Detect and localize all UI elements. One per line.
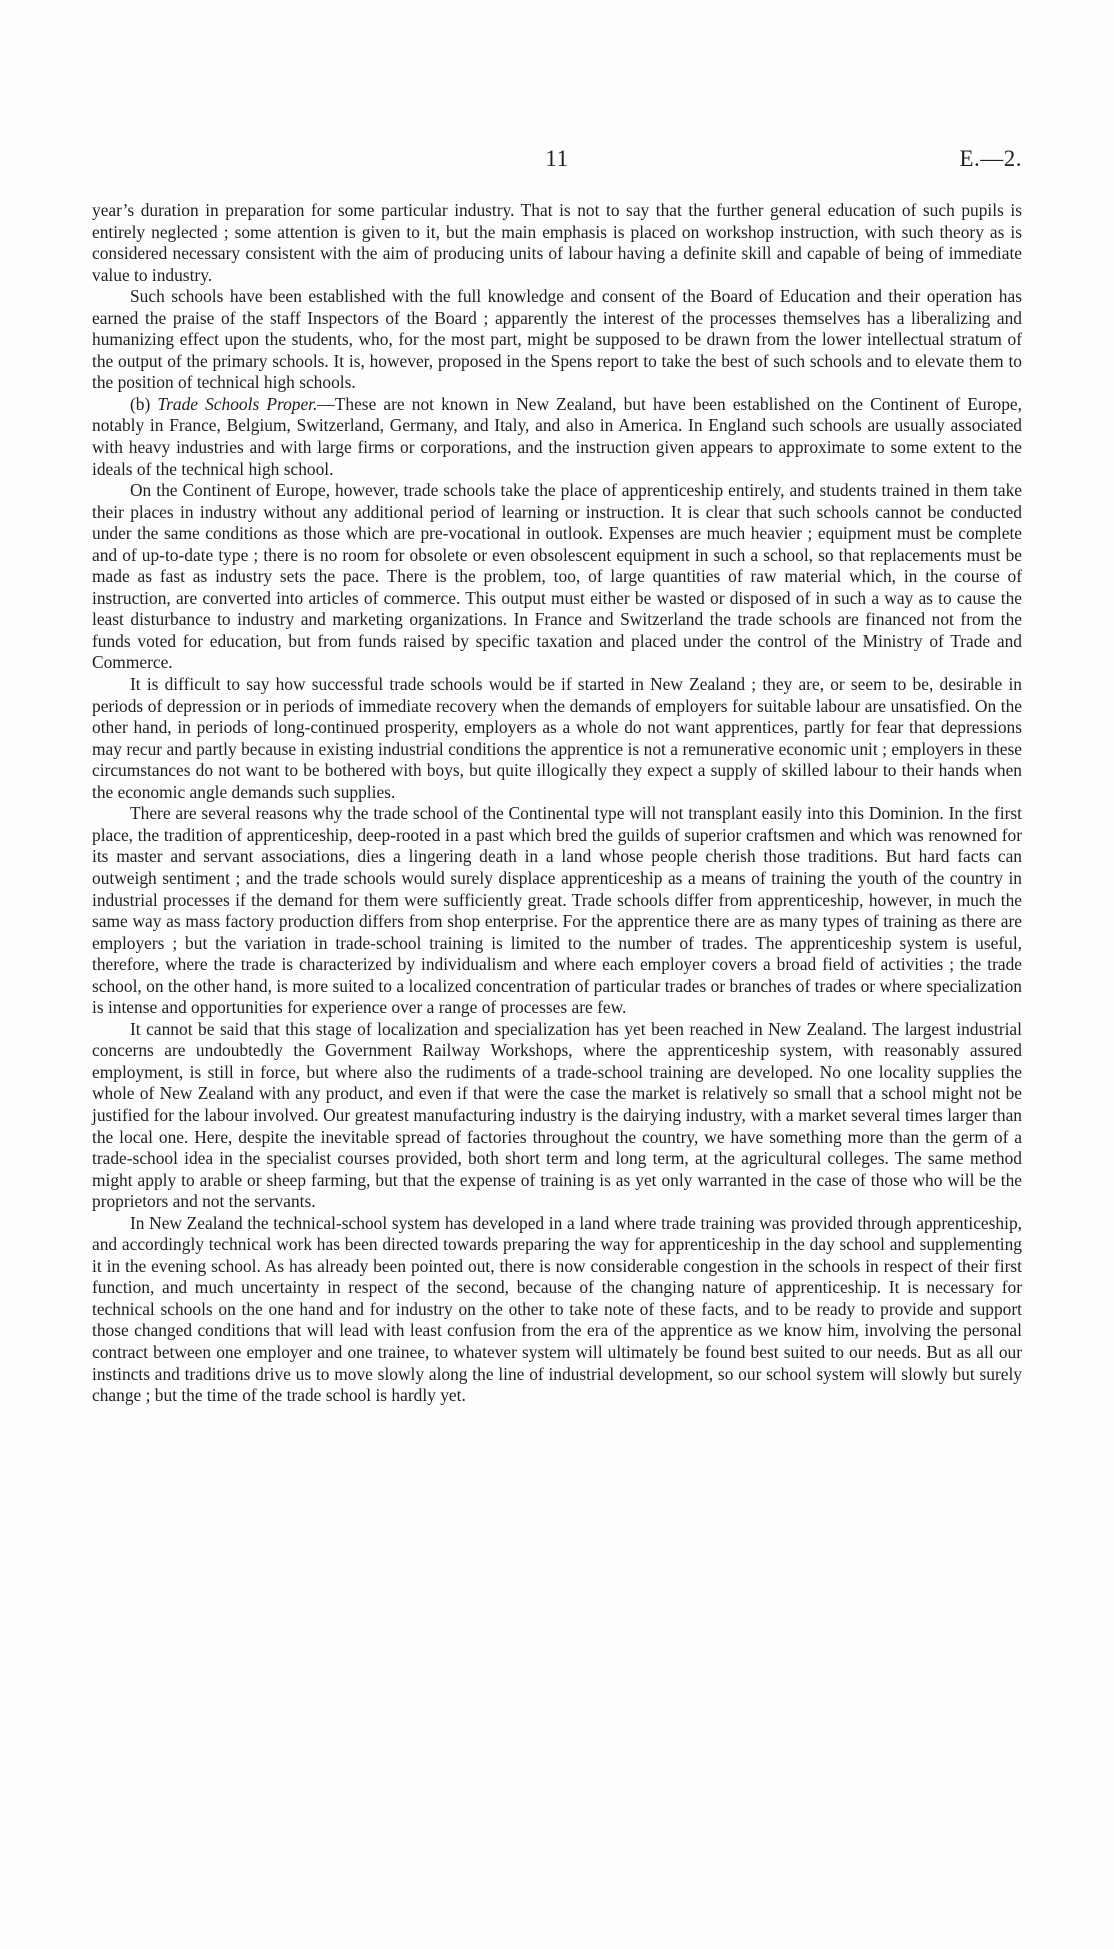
body-text bbox=[92, 200, 1022, 1407]
paragraph-text: On the Continent of Europe, however, trade schools take the place of apprenticeship entirely, and students trained in them take their places in industry without any additional period of learning or instruction. It is clear that such schools cannot be conducted under the same conditions as those which are pre-vocational in outlook. Expenses are much heavier ; equipment must be complete and of up-to-date type ; there is no room for obsolete or even obsolescent equipment in such a school, so that replacements must be made as fast as industry sets the pace. There is the problem, too, of large quantities of raw material which, in the course of instruction, are converted into articles of commerce. This output must either be wasted or disposed of in such a way as to cause the least disturbance to industry and marketing organizations. In France and Switzerland the trade schools are financed not from the funds voted for education, but from funds raised by specific taxation and placed under the control of the Ministry of Trade and Commerce. bbox=[92, 480, 1022, 673]
page-number: 11 bbox=[545, 146, 569, 171]
paragraph bbox=[92, 480, 1022, 674]
paragraph-continuation bbox=[92, 200, 1022, 286]
page-header bbox=[92, 146, 1022, 176]
paragraph bbox=[92, 286, 1022, 394]
section-letter: (b) bbox=[130, 393, 158, 414]
paragraph-text: It cannot be said that this stage of localization and specialization has yet been reached in New Zealand. The largest industrial concerns are undoubtedly the Government Railway Workshops, where the apprenticeship system, with reasonably assured employment, is still in force, but where also the rudiments of a trade-school training are developed. No one locality supplies the whole of New Zealand with any product, and even if that were the case the market is relatively so small that a school might not be justified for the labour involved. Our greatest manufacturing industry is the dairying industry, with a market several times larger than the local one. Here, despite the inevitable spread of factories throughout the country, we have something more than the germ of a trade-school idea in the specialist courses provided, both short term and long term, at the agricultural colleges. The same method might apply to arable or sheep farming, but that the expense of training is as yet only warranted in the case of those who will be the proprietors and not the servants. bbox=[92, 1018, 1022, 1212]
document-reference: E.—2. bbox=[959, 146, 1022, 171]
section-heading: Trade Schools Proper. bbox=[157, 393, 318, 414]
paragraph bbox=[92, 803, 1022, 1018]
paragraph-text: —These are not known in New Zealand, but have been established on the Continent of Europe, notably in France, Belgium, Switzerland, Germany, and Italy, and also in America. In England such schools are usually associated with heavy industries and with large firms or corporations, and the instruction given appears to approximate to some extent to the ideals of the technical high school. bbox=[92, 393, 1022, 479]
paragraph bbox=[92, 1213, 1022, 1407]
paragraph-text: year’s duration in preparation for some particular industry. That is not to say that the further general education of such pupils is entirely neglected ; some attention is given to it, but the main emphasis is placed on workshop instruction, with such theory as is considered necessary consistent with the aim of producing units of labour having a definite skill and capable of being of immediate value to industry. bbox=[92, 200, 1022, 285]
paragraph-text: It is difficult to say how successful trade schools would be if started in New Zealand ; they are, or seem to be, desirable in periods of depression or in periods of immediate recovery when the demands of employers for suitable labour are unsatisfied. On the other hand, in periods of long-continued prosperity, employers as a whole do not want apprentices, partly for fear that depressions may recur and partly because in existing industrial conditions the apprentice is not a remunerative economic unit ; employers in these circumstances do not want to be bothered with boys, but quite illogically they expect a supply of skilled labour to their hands when the economic angle demands such supplies. bbox=[92, 674, 1022, 802]
paragraph-text: In New Zealand the technical-school system has developed in a land where trade training was provided through apprenticeship, and accordingly technical work has been directed towards preparing the way for apprenticeship in the day school and supplementing it in the evening school. As has already been pointed out, there is now considerable congestion in the schools in respect of their first function, and much uncertainty in respect of the second, because of the changing nature of apprenticeship. It is necessary for technical schools on the one hand and for industry on the other to take note of these facts, and to be ready to provide and support those changed conditions that will lead with least confusion from the era of the apprentice as we know him, involving the personal contract between one employer and one trainee, to whatever system will ultimately be found best suited to our needs. But as all our instincts and traditions drive us to move slowly along the line of industrial development, so our school system will slowly but surely change ; but the time of the trade school is hardly yet. bbox=[92, 1212, 1022, 1406]
paragraph-text: There are several reasons why the trade school of the Continental type will not transplant easily into this Dominion. In the first place, the tradition of apprenticeship, deep-rooted in a past which bred the guilds of superior craftsmen and which was renowned for its master and servant associations, dies a lingering death in a land whose people cherish those traditions. But hard facts can outweigh sentiment ; and the trade schools would surely displace apprenticeship as a means of training the youth of the country in industrial processes if the demand for them were sufficiently great. Trade schools differ from apprenticeship, however, in much the same way as mass factory production differs from shop enterprise. For the apprentice there are as many types of training as there are employers ; but the variation in trade-school training is limited to the number of trades. The apprenticeship system is useful, therefore, where the trade is characterized by individualism and where each employer covers a broad field of activities ; the trade school, on the other hand, is more suited to a localized concentration of particular trades or branches of trades or where specialization is intense and opportunities for experience over a range of processes are few. bbox=[92, 803, 1022, 1018]
paragraph-text: Such schools have been established with the full knowledge and consent of the Board of Education and their operation has earned the praise of the staff Inspectors of the Board ; apparently the interest of the processes themselves has a liberalizing and humanizing effect upon the students, who, for the most part, might be supposed to be drawn from the lower intellectual stratum of the output of the primary schools. It is, however, proposed in the Spens report to take the best of such schools and to elevate them to the position of technical high schools. bbox=[92, 286, 1022, 393]
paragraph bbox=[92, 1019, 1022, 1213]
paragraph bbox=[92, 674, 1022, 803]
paragraph-trade-schools-proper bbox=[92, 394, 1022, 480]
